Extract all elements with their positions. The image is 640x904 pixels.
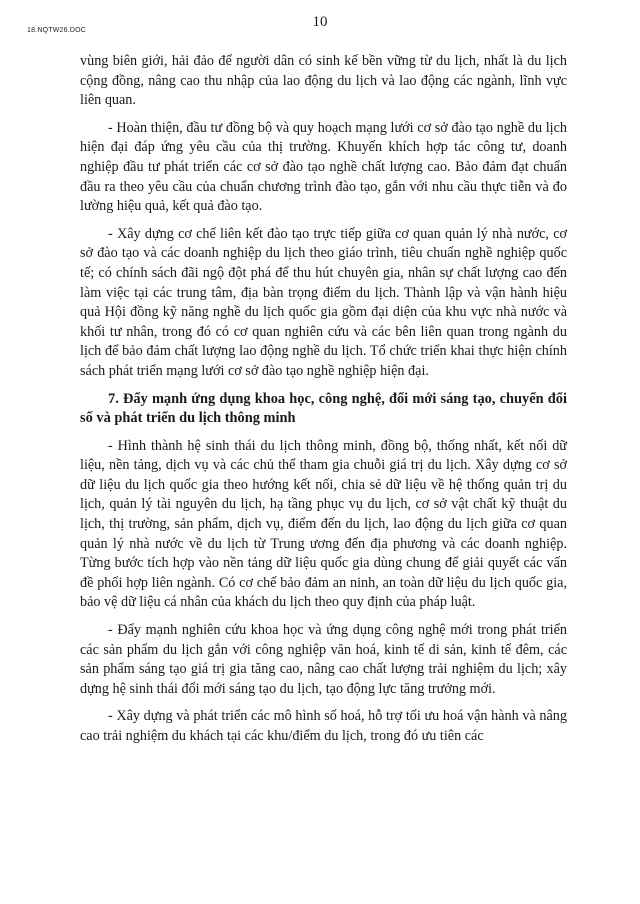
paragraph: - Hình thành hệ sinh thái du lịch thông minh, đồng bộ, thống nhất, kết nối dữ liệu, nền tảng, dịch vụ và các chủ thể tham gia chuỗi giá trị du lịch. Xây dựng cơ sở dữ liệu du lịch quốc gia theo hướng kết nối, chia sẻ dữ liệu về hệ thống quản trị du lịch, quản lý tài nguyên du lịch, hạ tầng phục vụ du lịch, cơ sở vật chất kỹ thuật du lịch, thị trường, sản phẩm, dịch vụ, điểm đến du lịch, lao động du lịch giữa cơ quan quản lý nhà nước về du lịch từ Trung ương đến địa phương và các doanh nghiệp. Từng bước tích hợp vào nền tảng dữ liệu quốc gia dùng chung để giải quyết các vấn đề phối hợp liên ngành. Có cơ chế bảo đảm an ninh, an toàn dữ liệu du lịch quốc gia, bảo vệ dữ liệu cá nhân của khách du lịch theo quy định của pháp luật. bbox=[80, 437, 567, 611]
page-number: 10 bbox=[312, 14, 328, 30]
paragraph: - Hoàn thiện, đầu tư đồng bộ và quy hoạch mạng lưới cơ sở đào tạo nghề du lịch hiện đại đáp ứng yêu cầu của thị trường. Khuyến khích hợp tác công tư, doanh nghiệp đầu tư phát triển các cơ sở đào tạo nghề chất lượng cao. Bảo đảm đạt chuẩn đầu ra theo yêu cầu của chuẩn chương trình đào tạo, gắn với nhu cầu thực tiễn và đo lường hiệu quả, kết quả đào tạo. bbox=[80, 119, 567, 215]
paragraph: - Xây dựng cơ chế liên kết đào tạo trực tiếp giữa cơ quan quản lý nhà nước, cơ sở đào tạo và các doanh nghiệp du lịch theo giáo trình, tiêu chuẩn nghề nghiệp quốc tế; có chính sách đãi ngộ đột phá để thu hút chuyên gia, nhân sự chất lượng cao đến làm việc tại các trung tâm, địa bàn trọng điểm du lịch. Thành lập và vận hành hiệu quả Hội đồng kỹ năng nghề du lịch quốc gia gồm đại diện của khu vực nhà nước và khối tư nhân, trong đó có cơ quan nghiên cứu và các bên liên quan trong ngành du lịch để bảo đảm chất lượng lao động nghề du lịch. Tổ chức triển khai thực hiện chính sách phát triển mạng lưới cơ sở đào tạo nghề nghiệp hiện đại. bbox=[80, 225, 567, 379]
file-label: 18.NQTW26.DOC bbox=[27, 27, 86, 34]
paragraph-continuation: vùng biên giới, hải đảo để người dân có sinh kế bền vững từ du lịch, nhất là du lịch cộng đồng, nâng cao thu nhập của lao động du lịch và lao động các ngành, lĩnh vực liên quan. bbox=[80, 53, 567, 109]
paragraph: - Đẩy mạnh nghiên cứu khoa học và ứng dụng công nghệ mới trong phát triển các sản phẩm du lịch gắn với công nghiệp văn hoá, kinh tế di sản, kinh tế đêm, các sản phẩm sáng tạo giá trị gia tăng cao, nâng cao chất lượng trải nghiệm du lịch; xây dựng hệ sinh thái đổi mới sáng tạo du lịch, tạo động lực tăng trưởng mới. bbox=[80, 622, 567, 697]
document-body bbox=[80, 52, 567, 755]
section-heading: 7. Đẩy mạnh ứng dụng khoa học, công nghệ, đổi mới sáng tạo, chuyển đổi số và phát triển du lịch thông minh bbox=[80, 390, 567, 427]
paragraph: - Xây dựng và phát triển các mô hình số hoá, hỗ trợ tối ưu hoá vận hành và nâng cao trải nghiệm du khách tại các khu/điểm du lịch, trong đó ưu tiên các bbox=[80, 708, 567, 744]
